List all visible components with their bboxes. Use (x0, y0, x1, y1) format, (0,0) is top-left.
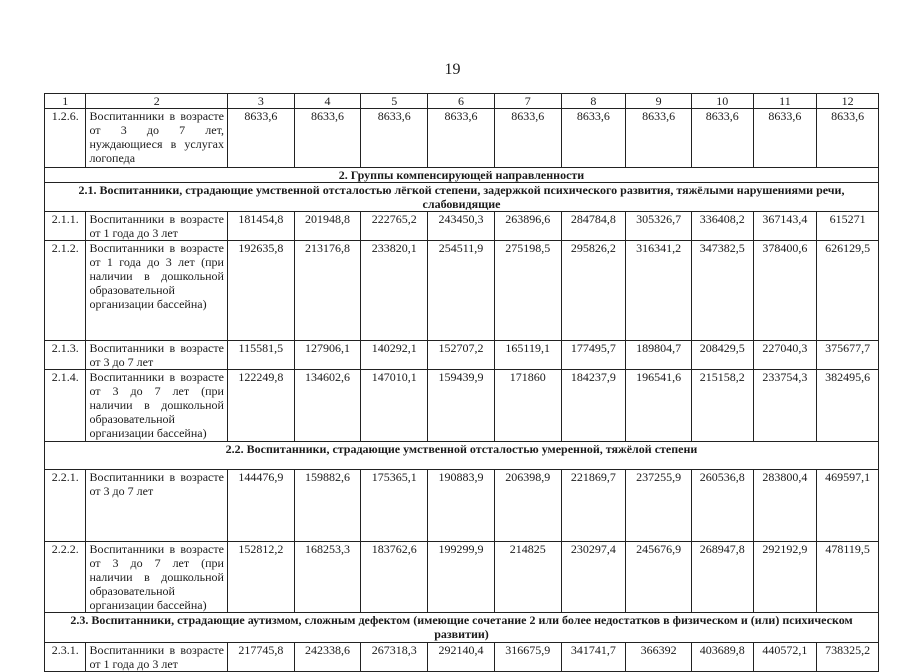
section-heading: 2.3. Воспитанники, страдающие аутизмом, сложным дефектом (имеющие сочетание 2 или более недостатков в физическом и (или) психическом развитии) (45, 613, 879, 643)
section-heading: 2.2. Воспитанники, страдающие умственной отсталостью умеренной, тяжёлой степени (45, 442, 879, 470)
column-header: 1 (45, 94, 86, 109)
row-code: 2.3.1. (45, 643, 86, 672)
column-header: 8 (561, 94, 626, 109)
value-cell: 189804,7 (626, 341, 692, 370)
value-cell: 199299,9 (428, 542, 495, 613)
value-cell: 8633,6 (294, 109, 361, 168)
column-header: 2 (86, 94, 228, 109)
value-cell: 738325,2 (817, 643, 879, 672)
value-cell: 8633,6 (561, 109, 626, 168)
section-row (45, 183, 879, 212)
value-cell: 260536,8 (691, 470, 753, 542)
value-cell: 206398,9 (494, 470, 561, 542)
value-cell: 227040,3 (753, 341, 817, 370)
value-cell: 8633,6 (361, 109, 428, 168)
value-cell: 242338,6 (294, 643, 361, 672)
row-code: 2.1.1. (45, 212, 86, 241)
value-cell: 375677,7 (817, 341, 879, 370)
value-cell: 196541,6 (626, 370, 692, 442)
section-heading: 2.1. Воспитанники, страдающие умственной отсталостью лёгкой степени, задержкой психического развития, тяжёлыми нарушениями речи, слабовидящие (45, 183, 879, 212)
value-cell: 175365,1 (361, 470, 428, 542)
column-header: 4 (294, 94, 361, 109)
value-cell: 366392 (626, 643, 692, 672)
value-cell: 217745,8 (227, 643, 294, 672)
value-cell: 8633,6 (626, 109, 692, 168)
tariff-table (44, 93, 879, 672)
value-cell: 347382,5 (691, 241, 753, 341)
column-header: 12 (817, 94, 879, 109)
row-description: Воспитанники в возрасте от 3 до 7 лет (при наличии в дошкольной образовательной организации бассейна) (86, 370, 228, 442)
value-cell: 292192,9 (753, 542, 817, 613)
value-cell: 8633,6 (691, 109, 753, 168)
value-cell: 284784,8 (561, 212, 626, 241)
row-code: 2.2.1. (45, 470, 86, 542)
value-cell: 140292,1 (361, 341, 428, 370)
row-code: 2.1.2. (45, 241, 86, 341)
column-header: 9 (626, 94, 692, 109)
value-cell: 181454,8 (227, 212, 294, 241)
value-cell: 115581,5 (227, 341, 294, 370)
value-cell: 127906,1 (294, 341, 361, 370)
value-cell: 233754,3 (753, 370, 817, 442)
value-cell: 305326,7 (626, 212, 692, 241)
value-cell: 183762,6 (361, 542, 428, 613)
value-cell: 159882,6 (294, 470, 361, 542)
value-cell: 316341,2 (626, 241, 692, 341)
value-cell: 403689,8 (691, 643, 753, 672)
value-cell: 8633,6 (227, 109, 294, 168)
row-description: Воспитанники в возрасте от 3 до 7 лет (86, 470, 228, 542)
value-cell: 378400,6 (753, 241, 817, 341)
table-row (45, 643, 879, 672)
value-cell: 243450,3 (428, 212, 495, 241)
table-row (45, 542, 879, 613)
value-cell: 177495,7 (561, 341, 626, 370)
row-code: 2.1.3. (45, 341, 86, 370)
column-header: 7 (494, 94, 561, 109)
value-cell: 190883,9 (428, 470, 495, 542)
value-cell: 222765,2 (361, 212, 428, 241)
column-header: 6 (428, 94, 495, 109)
value-cell: 626129,5 (817, 241, 879, 341)
value-cell: 184237,9 (561, 370, 626, 442)
section-row (45, 442, 879, 470)
value-cell: 469597,1 (817, 470, 879, 542)
value-cell: 168253,3 (294, 542, 361, 613)
value-cell: 283800,4 (753, 470, 817, 542)
table-row (45, 212, 879, 241)
row-description: Воспитанники в возрасте от 3 до 7 лет, нуждающиеся в услугах логопеда (86, 109, 228, 168)
value-cell: 268947,8 (691, 542, 753, 613)
value-cell: 144476,9 (227, 470, 294, 542)
value-cell: 237255,9 (626, 470, 692, 542)
table-row (45, 341, 879, 370)
value-cell: 134602,6 (294, 370, 361, 442)
value-cell: 147010,1 (361, 370, 428, 442)
row-description: Воспитанники в возрасте от 1 года до 3 лет (при наличии в дошкольной образовательной организации бассейна) (86, 241, 228, 341)
row-description: Воспитанники в возрасте от 1 года до 3 лет (86, 643, 228, 672)
value-cell: 341741,7 (561, 643, 626, 672)
value-cell: 478119,5 (817, 542, 879, 613)
value-cell: 233820,1 (361, 241, 428, 341)
row-description: Воспитанники в возрасте от 1 года до 3 лет (86, 212, 228, 241)
section-row (45, 613, 879, 643)
value-cell: 201948,8 (294, 212, 361, 241)
value-cell: 215158,2 (691, 370, 753, 442)
row-code: 2.2.2. (45, 542, 86, 613)
table-row (45, 241, 879, 341)
column-header: 10 (691, 94, 753, 109)
value-cell: 292140,4 (428, 643, 495, 672)
value-cell: 165119,1 (494, 341, 561, 370)
value-cell: 208429,5 (691, 341, 753, 370)
row-code: 1.2.6. (45, 109, 86, 168)
column-header: 3 (227, 94, 294, 109)
value-cell: 159439,9 (428, 370, 495, 442)
value-cell: 267318,3 (361, 643, 428, 672)
row-code: 2.1.4. (45, 370, 86, 442)
value-cell: 367143,4 (753, 212, 817, 241)
value-cell: 152812,2 (227, 542, 294, 613)
value-cell: 8633,6 (494, 109, 561, 168)
value-cell: 152707,2 (428, 341, 495, 370)
value-cell: 171860 (494, 370, 561, 442)
table-row (45, 370, 879, 442)
value-cell: 8633,6 (817, 109, 879, 168)
value-cell: 8633,6 (428, 109, 495, 168)
section-row (45, 168, 879, 183)
page-number: 19 (444, 61, 461, 78)
value-cell: 336408,2 (691, 212, 753, 241)
value-cell: 221869,7 (561, 470, 626, 542)
section-heading: 2. Группы компенсирующей направленности (45, 168, 879, 183)
value-cell: 295826,2 (561, 241, 626, 341)
column-header: 11 (753, 94, 817, 109)
value-cell: 213176,8 (294, 241, 361, 341)
value-cell: 440572,1 (753, 643, 817, 672)
table-row (45, 109, 879, 168)
value-cell: 263896,6 (494, 212, 561, 241)
row-description: Воспитанники в возрасте от 3 до 7 лет (при наличии в дошкольной образовательной организации бассейна) (86, 542, 228, 613)
column-header: 5 (361, 94, 428, 109)
value-cell: 214825 (494, 542, 561, 613)
row-description: Воспитанники в возрасте от 3 до 7 лет (86, 341, 228, 370)
header-row (45, 94, 879, 109)
value-cell: 8633,6 (753, 109, 817, 168)
value-cell: 382495,6 (817, 370, 879, 442)
value-cell: 122249,8 (227, 370, 294, 442)
value-cell: 275198,5 (494, 241, 561, 341)
value-cell: 230297,4 (561, 542, 626, 613)
value-cell: 245676,9 (626, 542, 692, 613)
table-row (45, 470, 879, 542)
value-cell: 192635,8 (227, 241, 294, 341)
value-cell: 254511,9 (428, 241, 495, 341)
value-cell: 316675,9 (494, 643, 561, 672)
value-cell: 615271 (817, 212, 879, 241)
